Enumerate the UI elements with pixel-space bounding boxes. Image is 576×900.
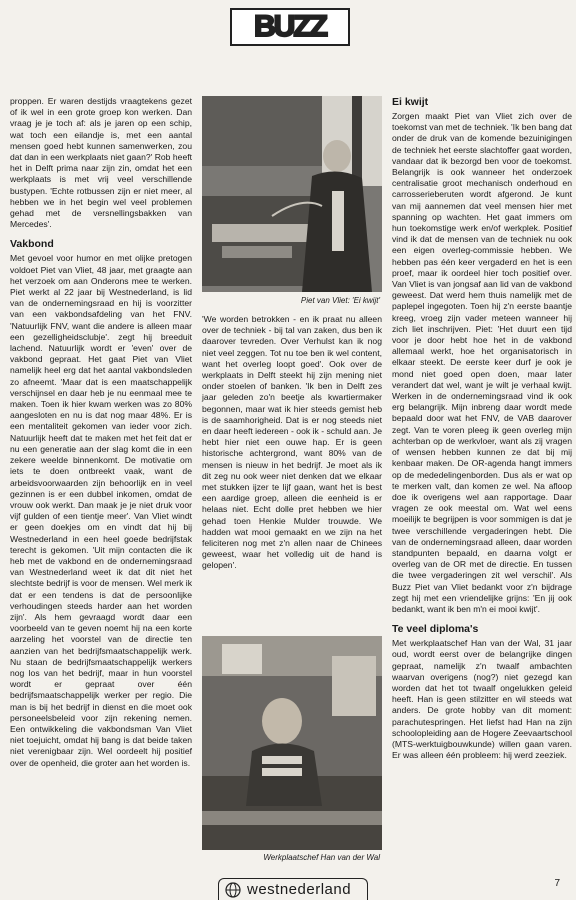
subheading-vakbond: Vakbond xyxy=(10,238,54,251)
article-column-3 xyxy=(392,96,572,761)
westnederland-logo-text: westnederland xyxy=(247,881,352,898)
paragraph: proppen. Er waren destijds vraagtekens gezet of ik wel in een grote groep kon werken. Dan vraag je je toch af: als je jaren op een schip, wat toch een eilandje is, met een aantal mensen goed hebt kunnen samenwerken, zou dat dan in een werkplaats niet gaan?' Rob heeft het in Delft prima naar zijn zin, omdat het een werkplaats is met vrij veel verschillende bustypen. 'Echte rotbussen zijn er niet meer, al hebben we in het begin wel veel problemen gehad met de versnellingsbakken van Mercedes'. xyxy=(10,96,192,230)
photo-caption-1: Piet van Vliet: 'Ei kwijt' xyxy=(300,296,380,305)
photo-caption-2: Werkplaatschef Han van der Wal xyxy=(263,853,380,862)
globe-icon xyxy=(225,882,241,898)
subheading-ei-kwijt: Ei kwijt xyxy=(392,96,429,108)
article-column-1 xyxy=(10,96,192,769)
article-column-2 xyxy=(202,314,382,572)
page-number: 7 xyxy=(554,878,560,889)
buzz-logo-box xyxy=(230,8,350,46)
photo-han-van-der-wal xyxy=(202,636,382,850)
buzz-logo-text: BUZZ xyxy=(254,10,326,43)
buzz-logo xyxy=(230,8,350,52)
subheading-te-veel-diplomas: Te veel diploma's xyxy=(392,623,479,636)
paragraph: Met werkplaatschef Han van der Wal, 31 jaar oud, wordt eerst over de belangrijke dingen gepraat, namelijk z'n twaalf ambachten waarvan overigens (nog?) niet gezegd kan worden dat het tot twaalf ongelukken geleid heeft. Han is geen stilzitter en wil steeds wat anders. De grote hobby van dit moment: parachutespringen. Het liefst had Han na zijn schoolopleiding aan de Hogere Zeevaartschool (MTS-werktuigbouwkunde) willen gaan varen. Er was alleen één probleem: hij werd zeeziek. xyxy=(392,638,572,761)
westnederland-logo xyxy=(218,878,368,900)
paragraph: Zorgen maakt Piet van Vliet zich over de toekomst van met de techniek. 'Ik ben bang dat onder de druk van de komende bezuinigingen de techniek het eerste slachtoffer gaat worden, vandaar dat ik bezorgd ben voor de toekomst. Belangrijk is ook wanneer het onderzoek centralisatie groot mechanisch onderhoud en carrosserieberuten wordt afgerond. Je kunt van mij aannemen dat veel mensen hier met spanning op wachten. Het gaat immers om hun toekomstige werk en/of werkplek. Positief vind ik dat de mensen van de techniek nu ook een eigen overleg-commissie hebben. We hebben pas één keer vergaderd en het is een proef, maar ik oordeel hier toch positief over. Van Vliet is van jongsaf aan lid van de vakbond geweest. Dat werd hem thuis namelijk met de paplepel ingegoten. Toen hij z'n eerste baantje kreeg, vroeg zijn vader meteen wanneer hij zich liet inschrijven. Piet: 'Het duurt een tijd voor je door hebt hoe het in de vakbond allemaal werkt, hoe het organisatorisch in elkaar steekt. De eerste keer durf je ook je mond niet goed open doen, maar later verandert dat wel, want je wilt je verhaal kwijt. Werken in de ondernemingsraad vind ik ook erg belangrijk. Mijn inbreng daar wordt mede bepaald door wat het FNV, de VAB daarover zegt. Van te voren pleeg ik geen overleg mijn achterban op de werkvloer, want als zij vragen of wensen hebben kunnen ze dat bij mij kenbaar maken. De OR-agenda hangt immers op de mededelingenborden. Dus als er wat op te merken valt, dan komen ze wel. Na afloop doe ik overigens wel aan rapportage. Daar vragen ze ook meestal om. Wat wel eens moeilijk te begrijpen is voor sommigen is dat je twee verschillende vergaderingen hebt. Die van de ondernemingsraad alleen, daar worden standpunten bepaald, en daarna volgt er overleg van de OR met de directie. En tussen die twee vergaderingen zit wel verschil'. Als Buzz Piet van Vliet bedankt voor z'n bijdrage zegt hij met een vriendelijke grijns: 'En jij ook bedankt, want ik ben m'n ei mooi kwijt'. xyxy=(392,111,572,614)
photo-piet-van-vliet xyxy=(202,96,382,292)
paragraph: 'We worden betrokken - en ik praat nu alleen over de techniek - bij tal van zaken, dus ben ik daarover tevreden. Over Verhulst kan ik nog niet veel zeggen. Tot nu toe ben ik wel content, want het overleg loopt goed'. Ook over de werkplaats in Delft steekt hij zijn mening niet onder stoelen of banken. 'Ik ben in Delft zes jaar geleden zo'n beetje als kwartiermaker begonnen, maar wat ik hier steeds gemist heb is de saamhorigheid. Dat is er nog steeds niet en daar heeft iedereen - ook ik - schuld aan. Je hebt hier niet een ouwe hap. Er is geen historische achtergrond, want 80% van de mensen is nieuw in het bedrijf. Je moet als ik dit zeg nu ook weer niet denken dat we elkaar met stukken ijzer te lijf gaan, want het is best een aardige groep, alleen die eenheid is er helaas niet. Echt dolle pret hebben we hier gehad toen Henkie Mulder trouwde. We hadden wat mooi gemaakt en we zijn na het feliciteren nog met z'n allen naar de Chinees geweest, waar het volledig uit de hand is gelopen'. xyxy=(202,314,382,571)
paragraph: Met gevoel voor humor en met olijke pretogen voldoet Piet van Vliet, 48 jaar, met graagte aan het verzoek om aan Onderons mee te werken. Piet werkt al 22 jaar bij Westnederland, is lid van de ondernemingsraad en hij is voorzitter van een vakbondsafdeling van het FNV. 'Natuurlijk FNV, want die andere is alleen maar een gezelligheidsclubje'. zegt hij breeduit lachend. Natuurlijk wordt er 'even' over de vakbond gepraat. Het gaat Piet van Vliet namelijk heel erg dat het aantal vakbondsleden zo afneemt. 'Maar dat is een maatschappelijk verschijnsel en daar heb je nu eenmaal mee te maken. Toen ik hier kwam werken was zo 80% aangesloten en nu is dat nog maar 48%. Er is een mentaliteit gekomen van ieder voor zich. Natuurlijk heeft dat te maken met het feit dat er nu een generatie aan der slag komt die in een zekere weelde binnenkomt. De motivatie om iets te doen ontbreekt vaak, want de arbeidsvoorwaarden zijn behoorlijk en in veel gezinnen is er een dubbel inkomen, omdat de vrouw ook werkt. Dan maak je je niet druk voor vijf gulden of een tientje meer'. Van Vliet windt er geen doekjes om en vindt dat hij bij Westnederland in een heel goede bedrijfstak terecht is gekomen. 'Uit mijn contacten die ik heb met de vakbond en de ondernemingsraad van Westnederland weet ik dat dit niet het slechtste bedrijf is voor de mensen. Wel merk ik dat er een tendens is dat de persoonlijke verhoudingen steeds harder aan het worden zijn'. Als hem gevraagd wordt daar een voorbeeld van te geven noemt hij na een korte aarzeling het voorstel van de directie ten aanzien van het bedrijfsmaatschappelijk werk. Nu staan de bedrijfsmaatschappelijk werkers nog los van het bedrijf, maar in hun voorstel wordt er gepraat over één bedrijfsmaatschappelijk werker per regio. Die man is bij het bedrijf in dienst en die moet ook personeelsbeleid voor zijn rekening nemen. Een ontwikkeling die vakbondsman Van Vliet niet toejuicht, omdat hij bang is dat beide taken niet verenigbaar zijn. Wel oordeelt hij positief over de openheid, die groter aan het worden is. xyxy=(10,253,192,768)
